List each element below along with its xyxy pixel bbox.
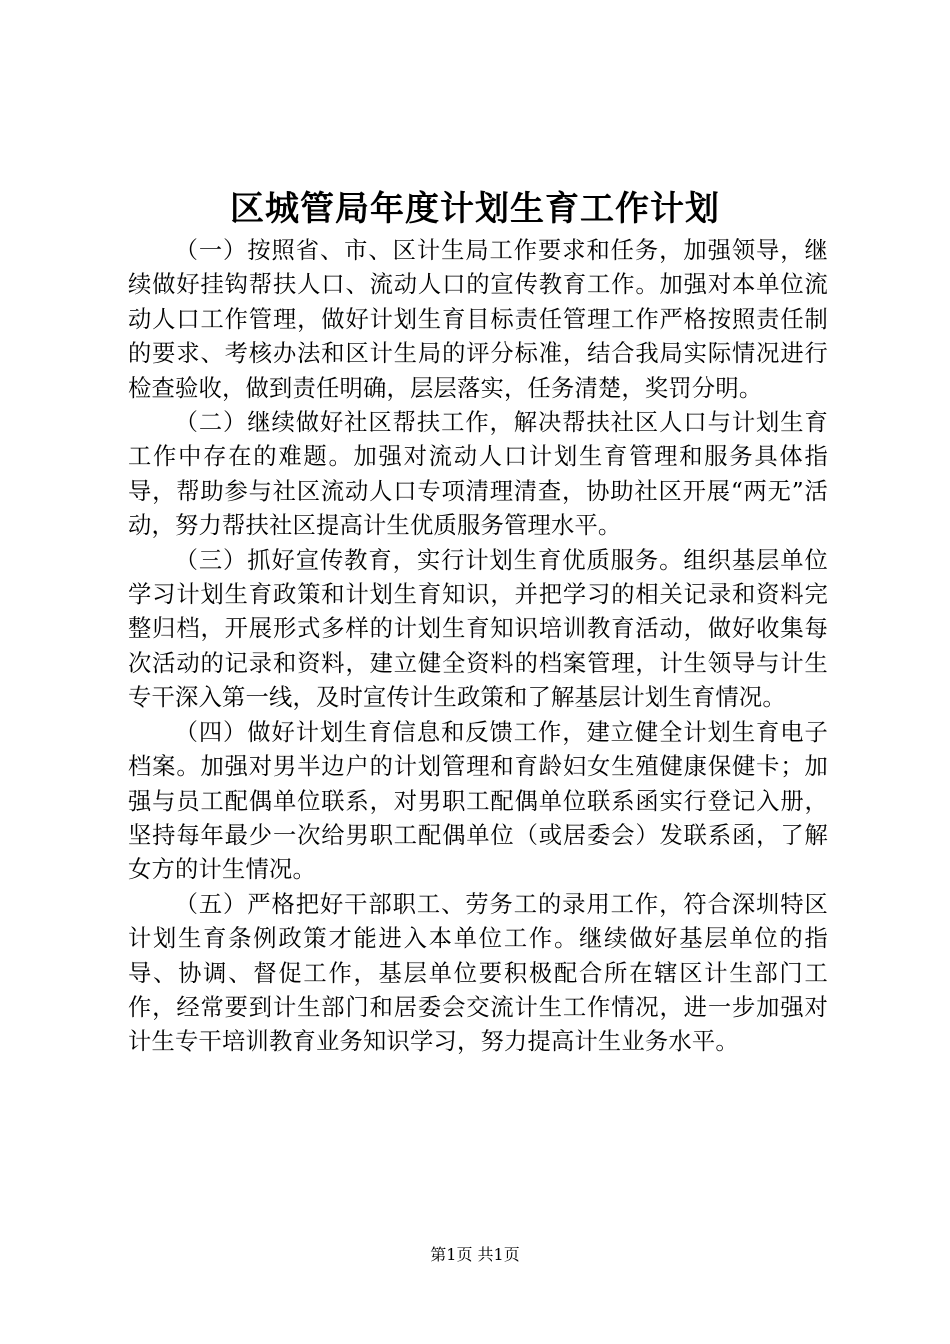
page-footer: 第1页 共1页 [430,1245,520,1264]
paragraph-3: （三）抓好宣传教育，实行计划生育优质服务。组织基层单位学习计划生育政策和计划生育知识，并把学习的相关记录和资料完整归档，开展形式多样的计划生育知识培训教育活动，做好收集每次活动的记录和资料，建立健全资料的档案管理，计生领导与计生专干深入第一线，及时宣传计生政策和了解基层计划生育情况。 [128,546,828,712]
paragraph-4: （四）做好计划生育信息和反馈工作，建立健全计划生育电子档案。加强对男半边户的计划管理和育龄妇女生殖健康保健卡；加强与员工配偶单位联系，对男职工配偶单位联系函实行登记入册，坚持每年最少一次给男职工配偶单位（或居委会）发联系函，了解女方的计生情况。 [128,718,828,884]
document-title: 区城管局年度计划生育工作计划 [230,189,720,229]
paragraph-2: （二）继续做好社区帮扶工作，解决帮扶社区人口与计划生育工作中存在的难题。加强对流动人口计划生育管理和服务具体指导，帮助参与社区流动人口专项清理清查，协助社区开展“两无”活动，努力帮扶社区提高计生优质服务管理水平。 [128,409,828,540]
document-body [128,234,828,1060]
paragraph-1: （一）按照省、市、区计生局工作要求和任务，加强领导，继续做好挂钩帮扶人口、流动人口的宣传教育工作。加强对本单位流动人口工作管理，做好计划生育目标责任管理工作严格按照责任制的要求、考核办法和区计生局的评分标准，结合我局实际情况进行检查验收，做到责任明确，层层落实，任务清楚，奖罚分明。 [128,237,828,402]
paragraph-5: （五）严格把好干部职工、劳务工的录用工作，符合深圳特区计划生育条例政策才能进入本单位工作。继续做好基层单位的指导、协调、督促工作，基层单位要积极配合所在辖区计生部门工作，经常要到计生部门和居委会交流计生工作情况，进一步加强对计生专干培训教育业务知识学习，努力提高计生业务水平。 [128,890,828,1056]
